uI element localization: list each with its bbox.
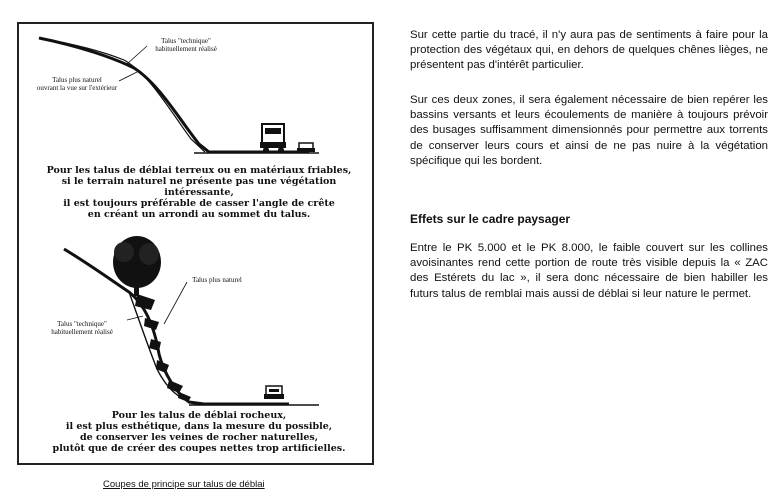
earth-slope-diagram: [39, 38, 319, 153]
figure-title: Coupes de principe sur talus de déblai: [103, 479, 265, 490]
car-icon: [297, 143, 315, 152]
paragraph-drainage: Sur ces deux zones, il sera également nécessaire de bien repérer les bassins versants et leurs écoulements de manière à toujours prévoir des busages suffisamment dimensionnés pour permettre aux torrents de conserver leurs cours et ainsi de ne pas nuire à la végétation spécifique qui les bordent.: [410, 94, 768, 167]
top-caption: Pour les talus de déblai terreux ou en matériaux friables, si le terrain naturel ne présente pas une végétation intéressante, il est toujours préférable de casser l'angle de crête en créant un arrondi au sommet du talus.: [46, 165, 352, 220]
paragraph-vegetation: Sur cette partie du tracé, il n'y aura pas de sentiments à faire pour la protection des végétaux qui, en dehors de quelques chênes lièges, ne présentent pas d'intérêt particulier.: [410, 29, 768, 72]
top-natural-label: Talus plus naturel ouvrant la vue sur l'extérieur: [36, 76, 118, 92]
figure-frame: [17, 22, 374, 465]
car-icon: [264, 386, 284, 399]
truck-icon: [260, 124, 286, 153]
bottom-technique-label: Talus "technique" habituellement réalisé: [51, 320, 113, 336]
section-heading: Effets sur le cadre paysager: [410, 212, 571, 226]
bottom-caption: Pour les talus de déblai rocheux, il est plus esthétique, dans la mesure du possible, de conserver les veines de rocher naturelles, plutôt que de créer des coupes nettes trop artificielles.: [52, 410, 346, 454]
bottom-natural-label: Talus plus naturel: [192, 276, 242, 284]
top-technique-label: Talus "technique" habituellement réalisé: [155, 37, 217, 53]
paragraph-landscape: Entre le PK 5.000 et le PK 8.000, le faible couvert sur les collines avoisinantes rend cette portion de route très visible depuis la « ZAC des Estérets du lac », il sera donc nécessaire de bien habiller les futurs talus de remblai mais aussi de déblai si leur nature le permet.: [410, 242, 768, 300]
